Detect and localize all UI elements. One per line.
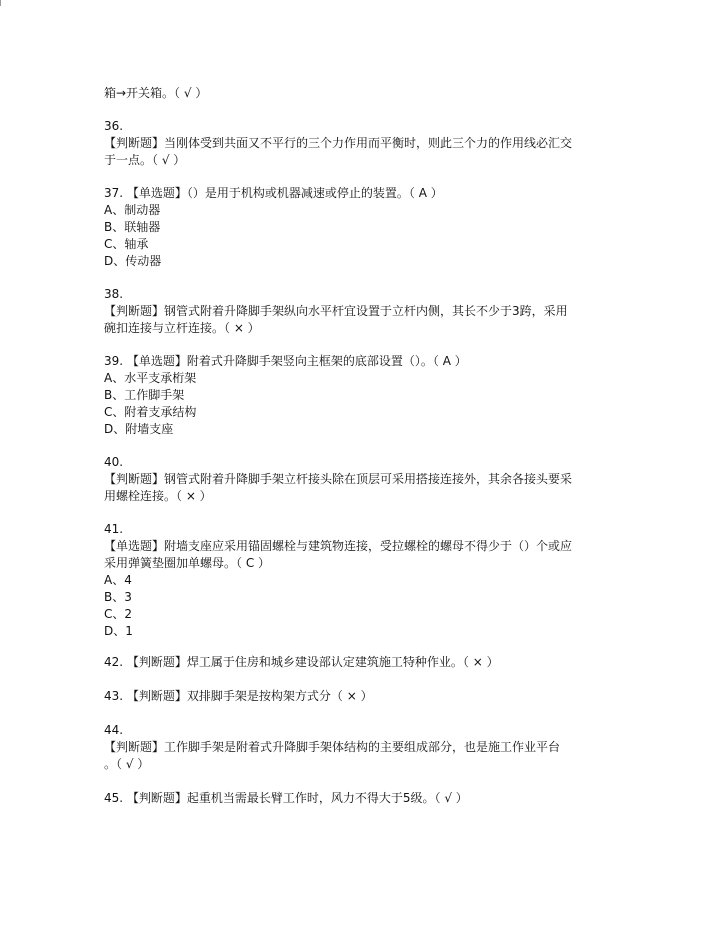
question-stem: 39. 【单选题】附着式升降脚手架竖向主框架的底部设置（）。（ A ） [104,354,467,368]
page-corner-mark [0,0,1,6]
text-line: 【单选题】附墙支座应采用锚固螺栓与建筑物连接，受拉螺栓的螺母不得少于（）个或应 [104,539,573,553]
option-d: D、附墙支座 [104,422,174,436]
question-44 [104,722,624,773]
option-b: B、3 [104,590,132,604]
text-line: 箱→开关箱。（ √ ） [104,86,208,100]
question-37 [104,185,624,270]
option-a: A、4 [104,573,132,587]
question-36 [104,118,624,169]
option-c: C、附着支承结构 [104,405,197,419]
question-stem: 42. 【判断题】焊工属于住房和城乡建设部认定建筑施工特种作业。（ × ） [104,655,499,669]
question-number: 38. [104,287,124,301]
text-line: 【判断题】钢管式附着升降脚手架纵向水平杆宜设置于立杆内侧，其长不少于3跨，采用 [104,304,568,318]
text-line: 采用弹簧垫圈加单螺母。（ C ） [104,556,271,570]
question-number: 36. [104,119,124,133]
option-d: D、1 [104,624,133,638]
question-stem: 45. 【判断题】起重机当需最长臂工作时，风力不得大于5级。（ √ ） [104,791,468,805]
text-line: 。（ √ ） [104,757,150,771]
question-number: 40. [104,455,124,469]
text-line: 碗扣连接与立杆连接。（ × ） [104,321,260,335]
option-b: B、联轴器 [104,220,161,234]
question-35-tail [104,85,624,102]
option-d: D、传动器 [104,254,162,268]
question-38 [104,286,624,337]
question-42 [104,654,624,671]
question-45 [104,790,624,807]
text-line: 【判断题】工作脚手架是附着式升降脚手架体结构的主要组成部分，也是施工作业平台 [104,740,561,754]
question-41 [104,521,624,640]
option-b: B、工作脚手架 [104,388,185,402]
question-number: 44. [104,723,124,737]
question-stem: 43. 【判断题】双排脚手架是按构架方式分（ × ） [104,689,373,703]
question-39 [104,353,624,438]
text-line: 【判断题】当刚体受到共面又不平行的三个力作用而平衡时，则此三个力的作用线必汇交 [104,136,573,150]
question-43 [104,688,624,705]
text-line: 用螺栓连接。（ × ） [104,489,212,503]
option-c: C、2 [104,607,133,621]
question-number: 41. [104,522,124,536]
question-40 [104,454,624,505]
question-stem: 37. 【单选题】（）是用于机构或机器减速或停止的装置。（ A ） [104,186,443,200]
option-a: A、水平支承桁架 [104,371,197,385]
option-a: A、制动器 [104,203,161,217]
text-line: 于一点。（ √ ） [104,153,186,167]
text-line: 【判断题】钢管式附着升降脚手架立杆接头除在顶层可采用搭接连接外，其余各接头要采 [104,472,573,486]
option-c: C、轴承 [104,237,149,251]
